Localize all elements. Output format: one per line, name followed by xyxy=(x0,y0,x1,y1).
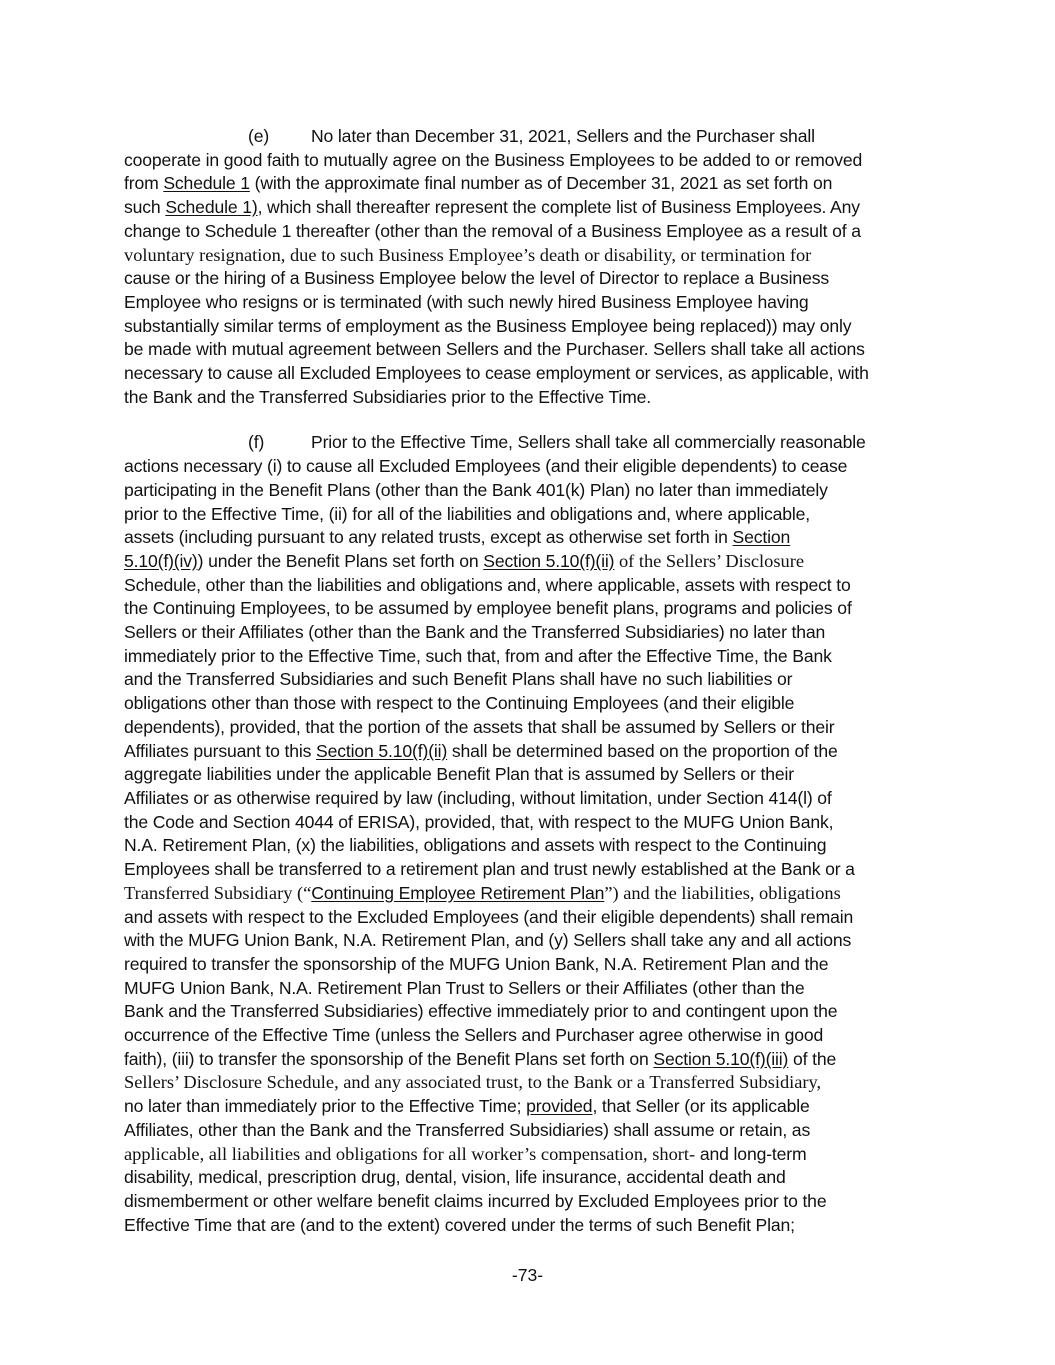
text-line: Effective Time that are (and to the extent) covered under the terms of such Benefit Plan; xyxy=(124,1214,795,1235)
text-line: (f) Prior to the Effective Time, Sellers shall take all commercially reasonable xyxy=(124,431,929,455)
text-line: cause or the hiring of a Business Employee below the level of Director to replace a Business xyxy=(124,268,829,289)
document-page xyxy=(124,125,929,1237)
schedule-1-reference: Schedule 1) xyxy=(165,197,258,218)
text-line: and the Transferred Subsidiaries and such Benefit Plans shall have no such liabilities or xyxy=(124,669,793,690)
text-line: necessary to cause all Excluded Employees to cease employment or services, as applicable, with xyxy=(124,363,869,384)
text-line: and assets with respect to the Excluded Employees (and their eligible dependents) shall remain xyxy=(124,906,854,927)
text-line: (e) No later than December 31, 2021, Sellers and the Purchaser shall xyxy=(124,125,929,149)
text-line: Bank and the Transferred Subsidiaries) effective immediately prior to and contingent upon the xyxy=(124,1001,838,1022)
text-line: the Bank and the Transferred Subsidiaries prior to the Effective Time. xyxy=(124,386,652,407)
text-line: applicable, all liabilities and obligations for all worker’s compensation, short- and long-term xyxy=(124,1143,807,1164)
text-line: substantially similar terms of employment as the Business Employee being replaced)) may only xyxy=(124,315,852,336)
text-line: voluntary resignation, due to such Business Employee’s death or disability, or termination for xyxy=(124,244,812,265)
text-line: MUFG Union Bank, N.A. Retirement Plan Trust to Sellers or their Affiliates (other than the xyxy=(124,977,805,998)
text-line: aggregate liabilities under the applicable Benefit Plan that is assumed by Sellers or their xyxy=(124,764,794,785)
text-line: Transferred Subsidiary (“Continuing Employee Retirement Plan”) and the liabilities, obligations xyxy=(124,882,841,903)
text-line: such Schedule 1), which shall thereafter represent the complete list of Business Employees. Any xyxy=(124,197,860,218)
section-reference: Section 5.10(f)(iii) xyxy=(653,1048,789,1069)
text-line: Sellers’ Disclosure Schedule, and any associated trust, to the Bank or a Transferred Subsidiary, xyxy=(124,1072,822,1093)
section-reference: Section 5.10(f)(ii) xyxy=(483,550,615,571)
text-line: Affiliates pursuant to this Section 5.10(f)(ii) shall be determined based on the proportion of the xyxy=(124,740,838,761)
text-line: 5.10(f)(iv)) under the Benefit Plans set forth on Section 5.10(f)(ii) of the Sellers’ Disclosure xyxy=(124,550,804,571)
section-reference: 5.10(f)(iv) xyxy=(124,550,198,571)
text-line: actions necessary (i) to cause all Excluded Employees (and their eligible dependents) to cease xyxy=(124,456,848,477)
text-line: the Code and Section 4044 of ERISA), provided, that, with respect to the MUFG Union Bank, xyxy=(124,811,834,832)
text-line: occurrence of the Effective Time (unless the Sellers and Purchaser agree otherwise in good xyxy=(124,1025,824,1046)
paragraph-label: (e) xyxy=(248,126,270,146)
text-line: dependents), provided, that the portion of the assets that shall be assumed by Sellers or their xyxy=(124,716,835,737)
text-line: required to transfer the sponsorship of the MUFG Union Bank, N.A. Retirement Plan and the xyxy=(124,953,829,974)
text-line: Affiliates or as otherwise required by law (including, without limitation, under Section 414(l) of xyxy=(124,787,832,808)
text-line: immediately prior to the Effective Time, such that, from and after the Effective Time, the Bank xyxy=(124,645,832,666)
text-line: Affiliates, other than the Bank and the Transferred Subsidiaries) shall assume or retain, as xyxy=(124,1119,811,1140)
paragraph-f xyxy=(124,431,929,1237)
section-reference: Section 5.10(f)(ii) xyxy=(316,740,448,761)
text-line: participating in the Benefit Plans (other than the Bank 401(k) Plan) no later than immediately xyxy=(124,479,828,500)
text-line: disability, medical, prescription drug, dental, vision, life insurance, accidental death and xyxy=(124,1167,786,1188)
text-line: assets (including pursuant to any related trusts, except as otherwise set forth in Section xyxy=(124,527,791,548)
defined-term: Continuing Employee Retirement Plan xyxy=(311,882,605,903)
text-line: be made with mutual agreement between Sellers and the Purchaser. Sellers shall take all actions xyxy=(124,339,865,360)
text-line: no later than immediately prior to the Effective Time; provided, that Seller (or its applicable xyxy=(124,1096,810,1117)
page-number: -73- xyxy=(511,1265,544,1285)
text-line: Employee who resigns or is terminated (with such newly hired Business Employee having xyxy=(124,291,809,312)
text-line: Employees shall be transferred to a retirement plan and trust newly established at the Bank or a xyxy=(124,859,855,880)
text-line: N.A. Retirement Plan, (x) the liabilities, obligations and assets with respect to the Continuing xyxy=(124,835,827,856)
text-line: cooperate in good faith to mutually agree on the Business Employees to be added to or removed xyxy=(124,149,863,170)
text-line: change to Schedule 1 thereafter (other than the removal of a Business Employee as a result of a xyxy=(124,220,861,241)
provided-term: provided xyxy=(526,1096,593,1117)
paragraph-e xyxy=(124,125,929,409)
text-line: Sellers or their Affiliates (other than the Bank and the Transferred Subsidiaries) no later than xyxy=(124,622,826,643)
schedule-1-reference: Schedule 1 xyxy=(163,173,250,194)
text-line: faith), (iii) to transfer the sponsorship of the Benefit Plans set forth on Section 5.10(f)(iii) of the xyxy=(124,1048,837,1069)
text-line: the Continuing Employees, to be assumed by employee benefit plans, programs and policies of xyxy=(124,598,852,619)
text-line: obligations other than those with respect to the Continuing Employees (and their eligible xyxy=(124,693,795,714)
text-line: with the MUFG Union Bank, N.A. Retirement Plan, and (y) Sellers shall take any and all actions xyxy=(124,930,852,951)
text-line: prior to the Effective Time, (ii) for all of the liabilities and obligations and, where applicable, xyxy=(124,503,811,524)
text-line: from Schedule 1 (with the approximate final number as of December 31, 2021 as set forth on xyxy=(124,173,833,194)
paragraph-label: (f) xyxy=(248,432,265,453)
text-line: Schedule, other than the liabilities and obligations and, where applicable, assets with respect to xyxy=(124,574,851,595)
section-reference: Section xyxy=(732,527,791,548)
text-line: dismemberment or other welfare benefit claims incurred by Excluded Employees prior to the xyxy=(124,1190,827,1211)
